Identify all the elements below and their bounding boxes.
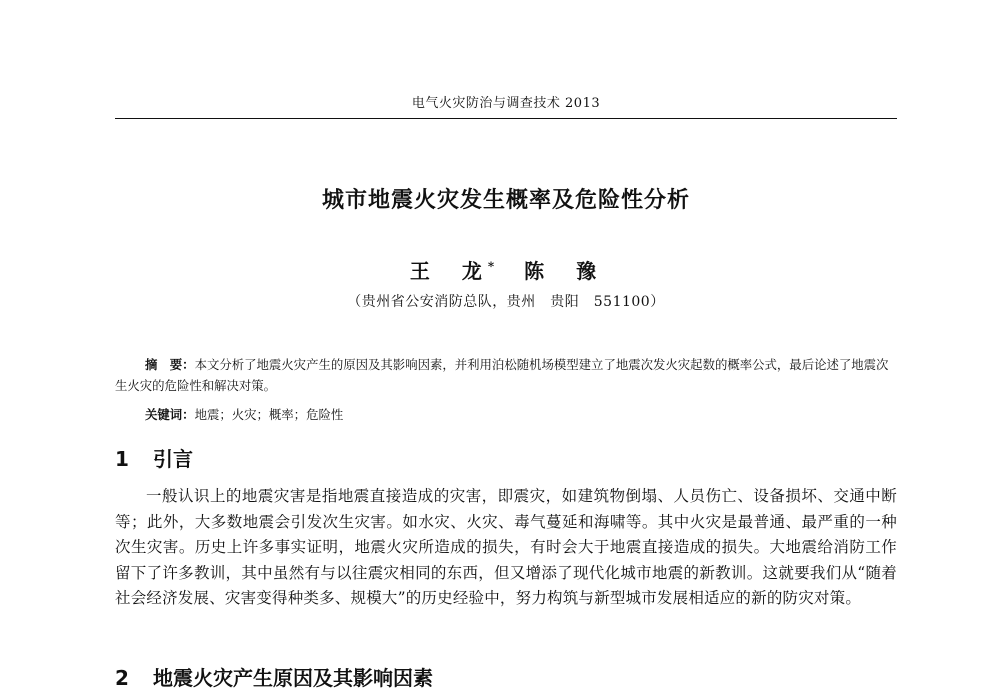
article-title: 城市地震火灾发生概率及危险性分析	[321, 188, 690, 213]
corresponding-author-mark: *	[487, 259, 495, 274]
section-heading-1	[115, 443, 193, 472]
abstract-text: 本文分析了地震火灾产生的原因及其影响因素，并利用泊松随机场模型建立了地震次发火灾起数的概率公式，最后论述了地震次生火灾的危险性和解决对策。	[115, 357, 889, 393]
keywords-label: 关键词：	[145, 407, 195, 422]
abstract	[115, 354, 897, 396]
running-head: 电气火灾防治与调查技术 2013	[411, 96, 601, 111]
keywords-text: 地震；火灾；概率；危险性	[194, 407, 344, 422]
section-number: 1	[115, 447, 129, 471]
section-heading-2	[115, 662, 433, 691]
header-rule	[115, 118, 897, 119]
section-title: 地震火灾产生原因及其影响因素	[153, 666, 433, 690]
section-number: 2	[115, 666, 129, 690]
section-title: 引言	[153, 447, 193, 471]
author-line	[115, 255, 897, 284]
affiliation: （贵州省公安消防总队，贵州 贵阳 551100）	[347, 294, 665, 310]
author-chen-yu: 陈 豫	[524, 259, 603, 283]
author-wang-long: 王 龙	[409, 259, 488, 283]
abstract-label: 摘 要：	[145, 357, 195, 372]
intro-paragraph: 一般认识上的地震灾害是指地震直接造成的灾害，即震灾，如建筑物倒塌、人员伤亡、设备损坏、交通中断等；此外，大多数地震会引发次生灾害。如水灾、火灾、毒气蔓延和海啸等。其中火灾是最普通、最严重的一种次生灾害。历史上许多事实证明，地震火灾所造成的损失，有时会大于地震直接造成的损失。大地震给消防工作留下了许多教训，其中虽然有与以往震灾相同的东西，但又增添了现代化城市地震的新教训。这就要我们从“随着社会经济发展、灾害变得种类多、规模大”的历史经验中，努力构筑与新型城市发展相适应的新的防灾对策。	[115, 487, 897, 607]
keywords	[145, 405, 897, 423]
